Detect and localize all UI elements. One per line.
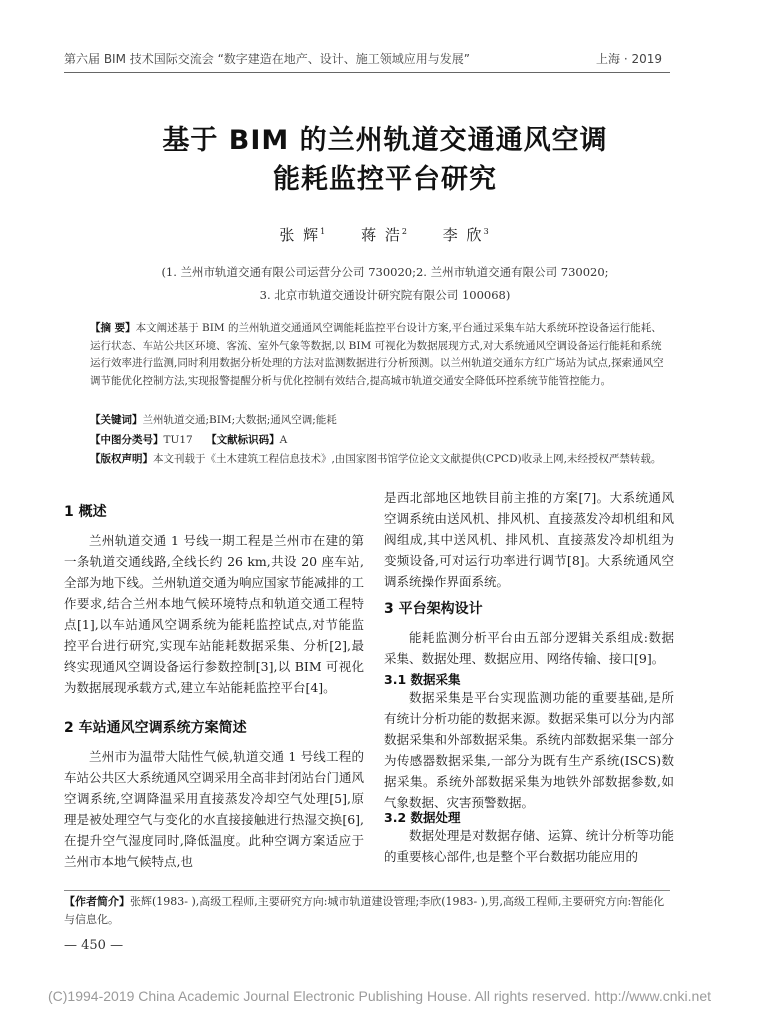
keywords-label: 【关键词】 [90,414,143,426]
page-number: — 450 — [64,938,124,953]
copyright-statement [90,451,670,469]
copyright-statement-label: 【版权声明】 [90,453,153,465]
author-list [64,224,706,245]
section-3-body: 能耗监测分析平台由五部分逻辑关系组成:数据采集、数据处理、数据应用、网络传输、接口[9]。 [384,630,674,666]
doc-code: A [279,434,288,446]
clc-label: 【中图分类号】 [90,434,164,446]
keywords [90,412,670,430]
section-2-body: 兰州市为温带大陆性气候,轨道交通 1 号线工程的车站公共区大系统通风空调采用全高非封闭站台门通风空调系统,空调降温采用直接蒸发冷却空气处理[5],原理是被处理空气与变化的水直接接触进行热湿交换[6],在提升空气湿度同时,降低温度。此种空调方案适应于兰州市本地气候特点,也 [64,749,365,869]
section-1-heading: 1 概述 [64,504,107,520]
author-affil-mark: 3 [483,227,491,236]
header-divider [64,72,670,73]
affiliation-line-1: (1. 兰州市轨道交通有限公司运营分公司 730020;2. 兰州市轨道交通有限公司 730020; [161,265,609,279]
abstract-label: 【摘 要】 [90,322,136,334]
affiliation-line-2: 3. 北京市轨道交通设计研究院有限公司 100068) [259,288,511,302]
footnote-label: 【作者简介】 [64,895,130,908]
running-header-location: 上海 · 2019 [596,52,662,66]
section-3-heading: 3 平台架构设计 [384,601,483,617]
running-header-conference: 第六届 BIM 技术国际交流会 “数字建造在地产、设计、施工领域应用与发展” [64,52,471,66]
copyright-statement-text: 本文刊载于《土木建筑工程信息技术》,由国家图书馆学位论文文献提供(CPCD)收录上网,未经授权严禁转载。 [153,453,662,465]
section-3-2-body: 数据处理是对数据存储、运算、统计分析等功能的重要核心部件,也是整个平台数据功能应用的 [384,828,674,864]
keywords-text: 兰州轨道交通;BIM;大数据;通风空调;能耗 [142,414,337,426]
classification [90,432,670,450]
paper-title-line-2: 能耗监控平台研究 [273,164,497,195]
author-affil-mark: 2 [401,227,409,236]
section-1-body: 兰州轨道交通 1 号线一期工程是兰州市在建的第一条轨道交通线路,全线长约 26 km,共设 20 座车站,全部为地下线。兰州轨道交通为响应国家节能减排的工作要求,结合兰州本地气候环境特点和轨道交通工程特点[1],以车站通风空调系统为能耗监控试点,对节能监控平台进行研究,实现车站能耗数据采集、分析[2],最终实现通风空调设备运行参数控制[3],以 BIM 可视化为数据展现承载方式,建立车站能耗监控平台[4]。 [64,533,365,695]
section-2-heading: 2 车站通风空调系统方案简述 [64,720,247,736]
section-3-1-body: 数据采集是平台实现监测功能的重要基础,是所有统计分析功能的数据来源。数据采集可以分为内部数据采集和外部数据采集。系统内部数据采集一部分为传感器数据采集,一部分为既有生产系统(ISCS)数据采集。系统外部数据采集为地铁外部数据参数,如气象数据、灾害预警数据。 [384,690,674,810]
cnki-copyright-footer: (C)1994-2019 China Academic Journal Electronic Publishing House. All rights reserved. http://www.cnki.net [48,988,711,1004]
author-bio-footnote [64,893,670,929]
section-3-2-heading: 3.2 数据处理 [384,810,461,825]
paper-title-line-1: 基于 BIM 的兰州轨道交通通风空调 [162,125,608,156]
clc-code: TU17 [163,434,193,446]
section-2-body-continued: 是西北部地区地铁目前主推的方案[7]。大系统通风空调系统由送风机、排风机、直接蒸发冷却机组和风阀组成,其中送风机、排风机、直接蒸发冷却机组为变频设备,可对运行功率进行调节[8]。大系统通风空调系统操作界面系统。 [384,490,674,589]
abstract-text: 本文阐述基于 BIM 的兰州轨道交通通风空调能耗监控平台设计方案,平台通过采集车站大系统环控设备运行能耗、运行状态、车站公共区环境、客流、室外气象等数据,以 BIM 可视化为数据展现方式,对大系统通风空调设备运行能耗和系统运行效率进行监测,同时利用数据分析处理的方法对监测数据进行分析预测。以兰州轨道交通东方红广场站为试点,探索通风空调节能优化控制方法,实现报警提醒分析与优化控制有效结合,提高城市轨道交通安全降低环控系统节能管控能力。 [90,322,664,387]
author-name: 张 辉 [279,226,321,244]
footnote-divider [64,890,670,891]
footnote-text: 张辉(1983- ),高级工程师,主要研究方向:城市轨道建设管理;李欣(1983- ),男,高级工程师,主要研究方向:智能化与信息化。 [64,895,665,926]
section-3-1-heading: 3.1 数据采集 [384,672,461,687]
author-name: 李 欣 [442,226,484,244]
author-name: 蒋 浩 [361,226,402,244]
abstract [90,320,670,390]
doc-code-label: 【文献标识码】 [206,434,280,446]
author-affil-mark: 1 [320,227,328,236]
